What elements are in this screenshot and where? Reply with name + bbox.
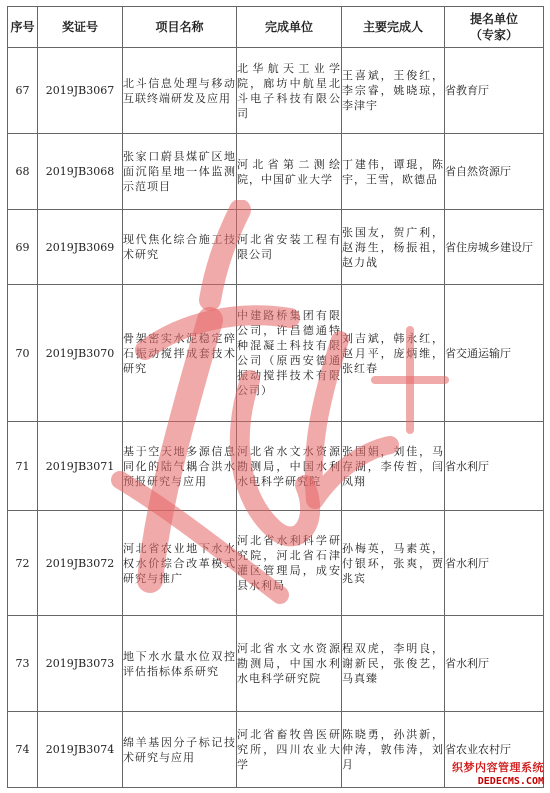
cell-persons: 陈晓勇，孙洪新，仲涛，敦伟涛，刘月	[342, 712, 445, 788]
cell-seq: 67	[8, 48, 38, 134]
cell-project: 张家口蔚县煤矿区地面沉陷星地一体监测示范项目	[123, 134, 237, 210]
cell-unit: 河北省第二测绘院，中国矿业大学	[237, 134, 342, 210]
table-row	[8, 511, 544, 616]
cell-unit: 河北省安装工程有限公司	[237, 210, 342, 285]
header-nominator	[445, 7, 544, 48]
cell-project: 河北省农业地下水水权水价综合改革模式研究与推广	[123, 511, 237, 616]
cell-persons: 孙梅英，马素英，付银环，张爽，贾兆宾	[342, 511, 445, 616]
cell-nominator: 省水利厅	[445, 511, 544, 616]
cell-nominator: 省水利厅	[445, 616, 544, 712]
cell-nominator: 省农业农村厅	[445, 712, 544, 788]
cell-project: 北斗信息处理与移动互联终端研发及应用	[123, 48, 237, 134]
cell-unit: 中建路桥集团有限公司，许昌德通特种混凝土科技有限公司（原西安德通振动搅拌技术有限公司）	[237, 285, 342, 422]
cell-award-no: 2019JB3073	[38, 616, 123, 712]
cell-project: 绵羊基因分子标记技术研究与应用	[123, 712, 237, 788]
cell-award-no: 2019JB3068	[38, 134, 123, 210]
cell-seq: 70	[8, 285, 38, 422]
cell-award-no: 2019JB3071	[38, 422, 123, 511]
watermark-title: 织梦内容管理系统	[452, 761, 544, 774]
table-row	[8, 48, 544, 134]
cell-nominator: 省交通运输厅	[445, 285, 544, 422]
header-unit: 完成单位	[237, 7, 342, 48]
table-row	[8, 134, 544, 210]
header-award-no: 奖证号	[38, 7, 123, 48]
header-project: 项目名称	[123, 7, 237, 48]
cell-award-no: 2019JB3072	[38, 511, 123, 616]
cell-award-no: 2019JB3074	[38, 712, 123, 788]
cell-project: 基于空天地多源信息同化的陆气耦合洪水预报研究与应用	[123, 422, 237, 511]
cell-unit: 河北省水文水资源勘测局，中国水利水电科学研究院	[237, 616, 342, 712]
cell-seq: 72	[8, 511, 38, 616]
table-row	[8, 422, 544, 511]
cell-persons: 丁建伟，谭琨，陈宇，王雪，欧德品	[342, 134, 445, 210]
cell-unit: 河北省水利科学研究院，河北省石津灌区管理局，成安县水利局	[237, 511, 342, 616]
cell-seq: 73	[8, 616, 38, 712]
cell-seq: 69	[8, 210, 38, 285]
cell-seq: 68	[8, 134, 38, 210]
cell-nominator: 省住房城乡建设厅	[445, 210, 544, 285]
cell-persons: 程双虎，李明良，谢新民，张俊艺，马真臻	[342, 616, 445, 712]
cell-project: 现代焦化综合施工技术研究	[123, 210, 237, 285]
cell-persons: 张国友，贺广利，赵海生，杨振祖，赵力战	[342, 210, 445, 285]
cell-award-no: 2019JB3069	[38, 210, 123, 285]
table-row	[8, 285, 544, 422]
cell-nominator: 省教育厅	[445, 48, 544, 134]
cell-project: 骨架密实水泥稳定碎石振动搅拌成套技术研究	[123, 285, 237, 422]
cell-persons: 王喜斌，王俊红，李宗睿，姚晓琼，李津宇	[342, 48, 445, 134]
cell-award-no: 2019JB3067	[38, 48, 123, 134]
cell-nominator: 省自然资源厅	[445, 134, 544, 210]
cell-unit: 河北省水文水资源勘测局，中国水利水电科学研究院	[237, 422, 342, 511]
table-header-row	[8, 7, 544, 48]
cell-unit: 河北省畜牧兽医研究所，四川农业大学	[237, 712, 342, 788]
header-nominator-sub: （专家）	[469, 28, 518, 42]
header-persons: 主要完成人	[342, 7, 445, 48]
table-row	[8, 616, 544, 712]
header-nominator-label: 提名单位	[469, 12, 518, 26]
cell-project: 地下水水量水位双控评估指标体系研究	[123, 616, 237, 712]
site-watermark	[452, 761, 544, 789]
header-seq: 序号	[8, 7, 38, 48]
table-row	[8, 210, 544, 285]
cell-persons: 张国娟，刘佳，马存湖，李传哲，闫凤翔	[342, 422, 445, 511]
cell-unit: 北华航天工业学院，廊坊中航星北斗电子科技有限公司	[237, 48, 342, 134]
cell-persons: 刘吉斌，韩永红，赵月平，庞炳维，张红春	[342, 285, 445, 422]
award-table	[7, 6, 544, 788]
cell-seq: 74	[8, 712, 38, 788]
cell-award-no: 2019JB3070	[38, 285, 123, 422]
cell-seq: 71	[8, 422, 38, 511]
watermark-domain: DEDECMS.COM	[477, 776, 544, 787]
cell-nominator: 省水利厅	[445, 422, 544, 511]
